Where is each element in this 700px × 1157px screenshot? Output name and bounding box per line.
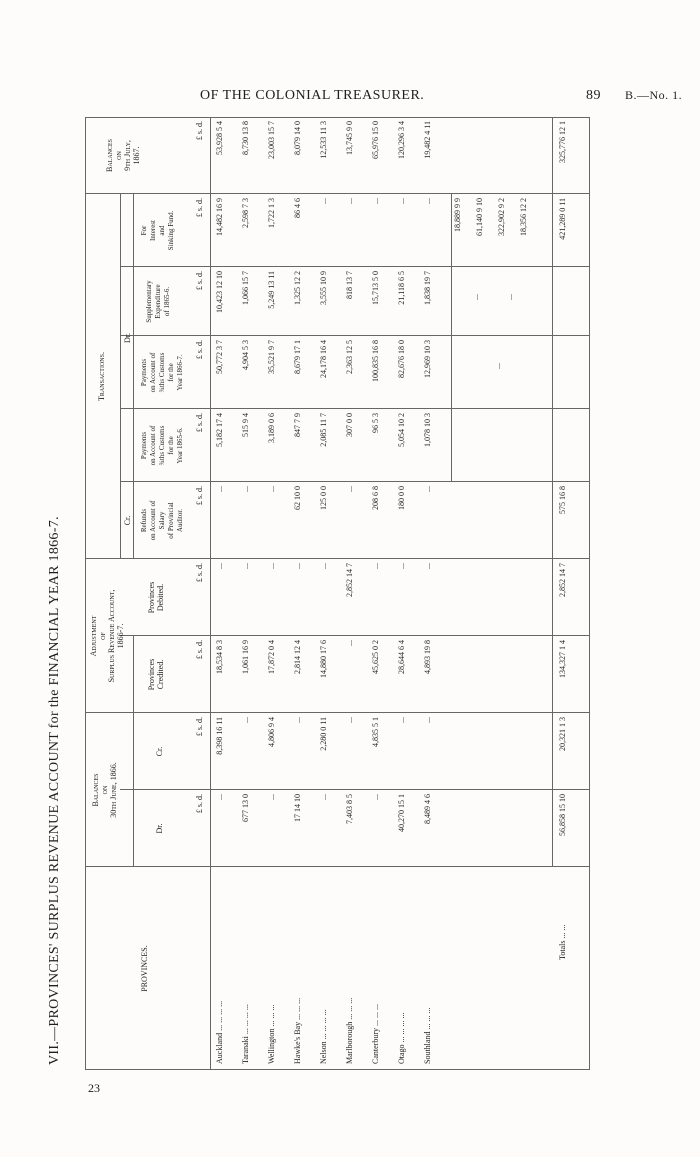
- header-tx-dr: Dr.: [123, 333, 132, 343]
- interest-subtotal: 322,902 9 2: [497, 198, 506, 236]
- table-cell: 8,079 14 0: [293, 121, 302, 155]
- table-cell: ...: [505, 294, 514, 300]
- interest-subtotal: 18,889 9 9: [453, 198, 462, 232]
- table-cell: 3,189 0 6: [267, 413, 276, 443]
- table-cell: ...: [471, 294, 480, 300]
- table-cell: 847 7 9: [293, 413, 302, 437]
- header-balances-1866: Balances on 30th June, 1866.: [91, 762, 118, 818]
- revenue-table-rotated: [85, 117, 590, 1070]
- table-cell: 53,928 5 4: [215, 121, 224, 155]
- table-cell: 86 4 6: [293, 198, 302, 218]
- totals-cell: 134,327 1 4: [558, 640, 567, 678]
- table-title: VII.—PROVINCES' SURPLUS REVENUE ACCOUNT for the FINANCIAL YEAR 1866-7.: [47, 516, 62, 1065]
- table-cell: 8,730 13 8: [241, 121, 250, 155]
- header-interest: For Interest and Sinking Fund.: [140, 210, 175, 251]
- table-cell: ...: [319, 563, 328, 569]
- currency-unit-label: £ s. d.: [195, 271, 204, 291]
- table-cell: 14,880 17 6: [319, 640, 328, 678]
- header-rule: [210, 117, 211, 1070]
- table-cell: 818 13 7: [345, 271, 354, 299]
- table-cell: 5,054 10 2: [397, 413, 406, 447]
- table-cell: ...: [345, 717, 354, 723]
- header-tx-cr: Cr.: [123, 515, 132, 526]
- table-cell: 2,598 7 3: [241, 198, 250, 228]
- header-cr: Cr.: [155, 746, 164, 757]
- table-cell: 19,482 4 11: [423, 121, 432, 159]
- subheader-rule: [120, 194, 121, 559]
- table-cell: 1,722 1 3: [267, 198, 276, 228]
- table-cell: 21,118 6 5: [397, 271, 406, 305]
- revenue-table: [85, 117, 590, 1070]
- currency-unit-label: £ s. d.: [195, 340, 204, 360]
- header-supplementary: Supplementary Expenditure of 1865-6.: [145, 280, 171, 323]
- table-cell: ...: [345, 640, 354, 646]
- header-provinces: PROVINCES.: [140, 945, 149, 992]
- table-cell: 12,969 10 3: [423, 340, 432, 378]
- header-adjustment: Adjustment of Surplus Revenue Account, 1866-7.: [89, 589, 125, 683]
- table-cell: 45,625 0 2: [371, 640, 380, 674]
- totals-cell: 2,852 14 7: [558, 563, 567, 597]
- table-cell: ...: [293, 717, 302, 723]
- table-cell: 1,838 19 7: [423, 271, 432, 305]
- table-row-province: Hawke's Bay ... ... ...: [293, 997, 302, 1064]
- currency-unit-label: £ s. d.: [195, 640, 204, 660]
- table-cell: ...: [241, 486, 250, 492]
- table-cell: 2,852 14 7: [345, 563, 354, 597]
- table-cell: 8,489 4 6: [423, 794, 432, 824]
- table-cell: ...: [215, 486, 224, 492]
- currency-unit-label: £ s. d.: [195, 794, 204, 814]
- table-cell: 2,814 12 4: [293, 640, 302, 674]
- table-cell: 120,296 3 4: [397, 121, 406, 159]
- table-cell: ...: [345, 486, 354, 492]
- totals-cell: 421,289 0 11: [558, 198, 567, 240]
- table-cell: 4,835 5 1: [371, 717, 380, 747]
- column-divider: [120, 635, 590, 636]
- table-cell: 1,061 16 9: [241, 640, 250, 674]
- table-row-province: Taranaki ... ... ... ...: [241, 1004, 250, 1064]
- table-cell: ...: [371, 563, 380, 569]
- table-row-province: Southland ... ... ...: [423, 1007, 432, 1064]
- table-cell: 13,745 9 0: [345, 121, 354, 155]
- table-cell: ...: [493, 363, 502, 369]
- table-row-province: Canterbury ... ... ...: [371, 1004, 380, 1064]
- table-cell: 4,904 5 3: [241, 340, 250, 370]
- table-cell: 10,423 12 10: [215, 271, 224, 313]
- currency-unit-label: £ s. d.: [195, 486, 204, 506]
- table-cell: 125 0 0: [319, 486, 328, 510]
- table-row-province: Marlborough ... ... ...: [345, 997, 354, 1064]
- table-cell: 65,976 15 0: [371, 121, 380, 159]
- table-cell: ...: [215, 794, 224, 800]
- subtotal-rule: [451, 194, 452, 482]
- table-cell: ...: [423, 717, 432, 723]
- currency-unit-label: £ s. d.: [195, 121, 204, 141]
- table-cell: 3,555 10 9: [319, 271, 328, 305]
- totals-cell: 325,776 12 1: [558, 121, 567, 163]
- column-divider: [120, 335, 590, 336]
- table-row-province: Wellington ... ... ...: [267, 1004, 276, 1064]
- table-cell: 1,078 10 3: [423, 413, 432, 447]
- table-cell: 100,835 16 8: [371, 340, 380, 382]
- table-cell: 50,772 3 7: [215, 340, 224, 374]
- table-cell: 2,363 12 5: [345, 340, 354, 374]
- table-cell: 23,003 15 7: [267, 121, 276, 159]
- table-cell: 4,806 9 4: [267, 717, 276, 747]
- header-provinces-debited: Provinces Debited.: [147, 581, 165, 614]
- header-refunds: Refunds on Account of Salary of Provincial Auditor.: [140, 500, 184, 541]
- table-cell: 208 6 8: [371, 486, 380, 510]
- table-cell: ...: [397, 717, 406, 723]
- table-cell: 28,644 6 4: [397, 640, 406, 674]
- totals-cell: 20,321 1 3: [558, 717, 567, 751]
- subheader-rule: [133, 636, 134, 867]
- table-cell: 96 5 3: [371, 413, 380, 433]
- currency-unit-label: £ s. d.: [195, 563, 204, 583]
- table-row-province: Otago ... ... ... ...: [397, 1012, 406, 1064]
- table-cell: 18,534 8 3: [215, 640, 224, 674]
- table-cell: ...: [397, 198, 406, 204]
- interest-subtotal: 61,140 9 10: [475, 198, 484, 236]
- table-cell: ...: [241, 717, 250, 723]
- table-cell: 677 13 0: [241, 794, 250, 822]
- header-payments-1865: Payments on Account of ¾ths Customs for the Year 1865-6.: [140, 425, 184, 466]
- column-divider: [120, 408, 590, 409]
- page-header-title: OF THE COLONIAL TREASURER.: [200, 88, 425, 103]
- table-cell: 4,893 19 8: [423, 640, 432, 674]
- table-cell: 17,872 0 4: [267, 640, 276, 674]
- table-cell: 35,521 9 7: [267, 340, 276, 374]
- table-cell: 2,085 11 7: [319, 413, 328, 447]
- table-cell: 7,403 8 5: [345, 794, 354, 824]
- table-cell: ...: [423, 486, 432, 492]
- table-cell: 82,676 18 0: [397, 340, 406, 378]
- totals-cell: 56,858 15 10: [558, 794, 567, 836]
- table-cell: ...: [319, 198, 328, 204]
- table-cell: 12,533 11 3: [319, 121, 328, 159]
- interest-subtotal: 18,356 12 2: [519, 198, 528, 236]
- column-divider: [120, 481, 590, 482]
- table-cell: ...: [319, 794, 328, 800]
- table-cell: ...: [371, 198, 380, 204]
- table-cell: 62 10 0: [293, 486, 302, 510]
- table-border-top: [85, 117, 86, 1070]
- page-number: 89: [586, 88, 601, 103]
- table-cell: 8,398 16 11: [215, 717, 224, 755]
- column-divider: [120, 266, 590, 267]
- table-cell: ...: [397, 563, 406, 569]
- table-border-right: [85, 117, 590, 118]
- table-cell: 24,178 16 4: [319, 340, 328, 378]
- table-border-bottom: [589, 117, 590, 1070]
- header-dr: Dr.: [155, 823, 164, 834]
- table-cell: 515 9 4: [241, 413, 250, 437]
- column-divider: [120, 789, 590, 790]
- table-cell: 5,249 13 11: [267, 271, 276, 309]
- currency-unit-label: £ s. d.: [195, 198, 204, 218]
- table-cell: 1,066 15 7: [241, 271, 250, 305]
- table-cell: 180 0 0: [397, 486, 406, 510]
- table-cell: 8,679 17 1: [293, 340, 302, 374]
- table-cell: 40,270 15 1: [397, 794, 406, 832]
- table-cell: 5,182 17 4: [215, 413, 224, 447]
- table-cell: 2,280 0 11: [319, 717, 328, 751]
- header-transactions: Transactions.: [97, 352, 106, 401]
- table-cell: ...: [371, 794, 380, 800]
- table-cell: ...: [345, 198, 354, 204]
- currency-unit-label: £ s. d.: [195, 413, 204, 433]
- totals-label: Totals ... ...: [558, 924, 567, 960]
- header-balances-1867: Balances on 9th July, 1867.: [105, 139, 141, 173]
- totals-cell: 575 16 8: [558, 486, 567, 514]
- table-cell: 14,482 16 9: [215, 198, 224, 236]
- totals-rule: [552, 117, 553, 867]
- table-cell: ...: [267, 563, 276, 569]
- subheader-rule: [133, 194, 134, 559]
- table-cell: ...: [293, 563, 302, 569]
- table-cell: ...: [241, 563, 250, 569]
- table-cell: ...: [423, 563, 432, 569]
- table-cell: 17 14 10: [293, 794, 302, 822]
- table-cell: ...: [267, 486, 276, 492]
- paper-reference: B.—No. 1.: [625, 88, 683, 102]
- header-provinces-credited: Provinces Credited.: [147, 658, 165, 691]
- table-cell: 15,713 5 0: [371, 271, 380, 305]
- table-border-left: [85, 1069, 590, 1070]
- currency-unit-label: £ s. d.: [195, 717, 204, 737]
- table-cell: ...: [423, 198, 432, 204]
- table-cell: 1,325 12 2: [293, 271, 302, 305]
- table-cell: ...: [215, 563, 224, 569]
- table-row-province: Nelson ... ... ... ...: [319, 1009, 328, 1064]
- header-payments-1866: Payments on Account of ¾ths Customs for the Year 1866-7.: [140, 352, 184, 393]
- table-cell: 307 0 0: [345, 413, 354, 437]
- table-cell: ...: [267, 794, 276, 800]
- table-row-province: Auckland ... ... ... ...: [215, 1000, 224, 1064]
- footer-page-marker: 23: [88, 1081, 100, 1095]
